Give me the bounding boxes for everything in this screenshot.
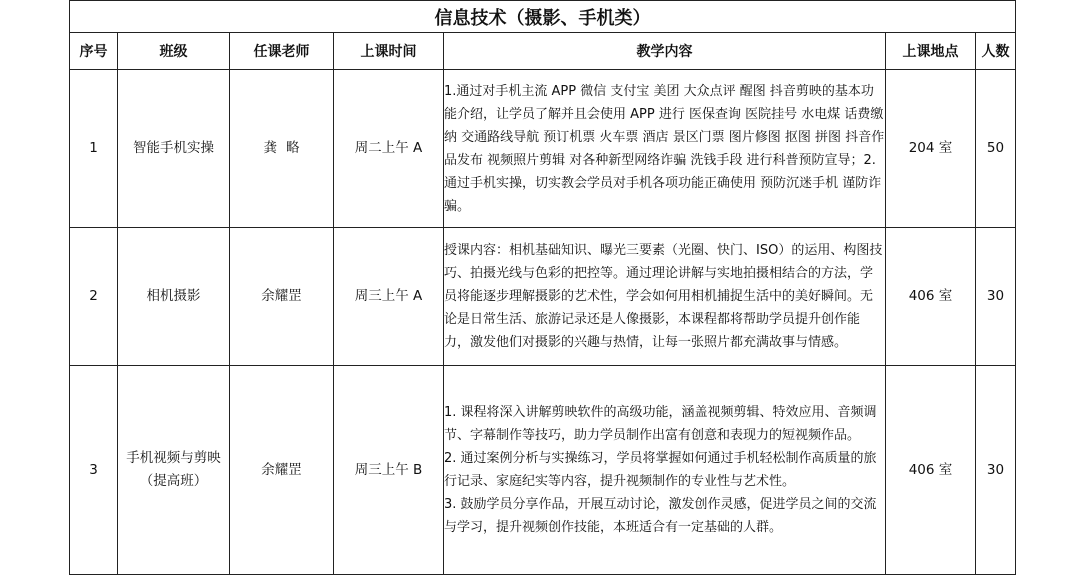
row-count: 30 xyxy=(976,366,1016,575)
header-count: 人数 xyxy=(976,33,1016,70)
course-table xyxy=(69,0,1016,575)
header-content: 教学内容 xyxy=(444,33,886,70)
row-count: 50 xyxy=(976,70,1016,228)
row-teacher: 余耀罡 xyxy=(230,228,334,366)
row-count: 30 xyxy=(976,228,1016,366)
row-teacher: 余耀罡 xyxy=(230,366,334,575)
row-content xyxy=(444,366,886,575)
header-class: 班级 xyxy=(118,33,230,70)
row-time: 周三上午 B xyxy=(334,366,444,575)
row-location: 204 室 xyxy=(886,70,976,228)
header-location: 上课地点 xyxy=(886,33,976,70)
header-time: 上课时间 xyxy=(334,33,444,70)
table-title: 信息技术（摄影、手机类） xyxy=(70,1,1016,33)
row-location: 406 室 xyxy=(886,228,976,366)
table-row xyxy=(70,366,1016,575)
row-content xyxy=(444,70,886,228)
row-no: 1 xyxy=(70,70,118,228)
row-teacher xyxy=(230,70,334,228)
row-class: 相机摄影 xyxy=(118,228,230,366)
row-location: 406 室 xyxy=(886,366,976,575)
row-class: 手机视频与剪映（提高班） xyxy=(118,366,230,575)
row-class: 智能手机实操 xyxy=(118,70,230,228)
row-no: 2 xyxy=(70,228,118,366)
content-paragraph: 1.通过对手机主流 APP 微信 支付宝 美团 大众点评 醒图 抖音剪映的基本功能介绍，让学员了解并且会使用 APP 进行 医保查询 医院挂号 水电煤 话费缴纳 交通路线导航 预订机票 火车票 酒店 景区门票 图片修图 抠图 拼图 抖音作品发布 视频照片剪辑 对各种新型网络诈骗 洗钱手段 进行科普预防宣导；2.通过手机实操，切实教会学员对手机各项功能正确使用 预防沉迷手机 谨防诈骗。 xyxy=(444,83,885,214)
header-no: 序号 xyxy=(70,33,118,70)
table-row xyxy=(70,70,1016,228)
content-paragraph: 2. 通过案例分析与实操练习，学员将掌握如何通过手机轻松制作高质量的旅行记录、家庭纪实等内容，提升视频制作的专业性与艺术性。 xyxy=(444,451,877,489)
content-paragraph: 3. 鼓励学员分享作品，开展互动讨论，激发创作灵感，促进学员之间的交流与学习，提升视频创作技能，本班适合有一定基础的人群。 xyxy=(444,497,877,535)
row-no: 3 xyxy=(70,366,118,575)
content-paragraph: 1. 课程将深入讲解剪映软件的高级功能，涵盖视频剪辑、特效应用、音频调节、字幕制作等技巧，助力学员制作出富有创意和表现力的短视频作品。 xyxy=(444,405,877,443)
row-time: 周三上午 A xyxy=(334,228,444,366)
row-content xyxy=(444,228,886,366)
content-paragraph: 授课内容：相机基础知识、曝光三要素（光圈、快门、ISO）的运用、构图技巧、拍摄光线与色彩的把控等。通过理论讲解与实地拍摄相结合的方法，学员将能逐步理解摄影的艺术性，学会如何用相机捕捉生活中的美好瞬间。无论是日常生活、旅游记录还是人像摄影，本课程都将帮助学员提升创作能力，激发他们对摄影的兴趣与热情，让每一张照片都充满故事与情感。 xyxy=(444,243,883,350)
table-row xyxy=(70,228,1016,366)
row-teacher-name: 龚略 xyxy=(263,140,309,156)
title-row xyxy=(70,1,1016,33)
header-row xyxy=(70,33,1016,70)
header-teacher: 任课老师 xyxy=(230,33,334,70)
row-time: 周二上午 A xyxy=(334,70,444,228)
